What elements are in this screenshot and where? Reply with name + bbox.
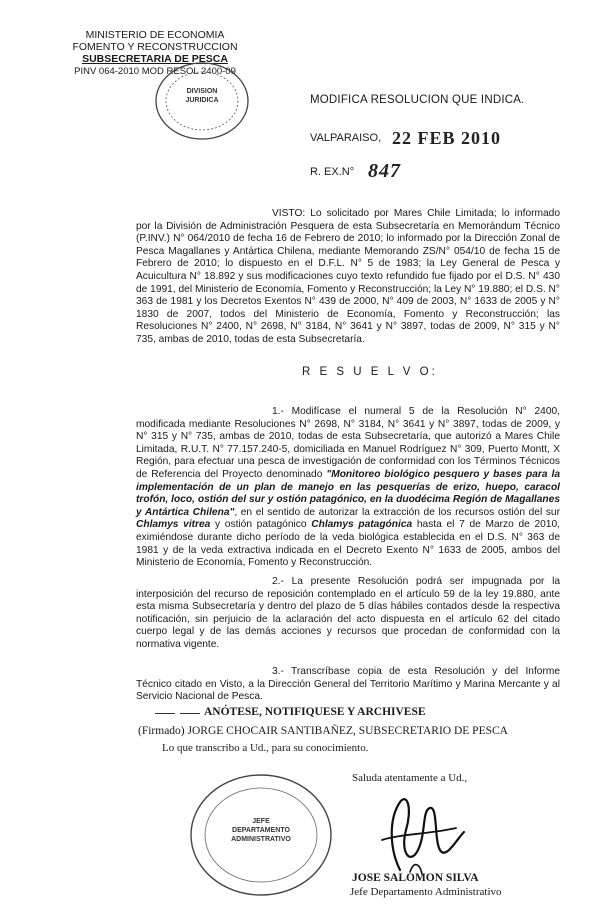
dash-1 <box>155 713 175 714</box>
reference-code: PINV 064-2010 MOD RESOL 2400-09 <box>74 66 236 77</box>
paragraph-2: 2.- La presente Resolución podrá ser impugnada por la interposición del recurso de reposición contemplado en el artículo 59 de la ley 19.880, ante esta misma Subsecretaría y dentro del plazo de 5 días hábiles contados desde la respectiva notificación, sin perjuicio de la aclaración del acto dispuesta en el artículo 62 del citado cuerpo legal y de las demás acciones y recursos que procedan de conformidad con la normativa vigente. <box>136 576 560 650</box>
p1-text-a: 1.- Modifícase el numeral 5 de la Resolución N° 2400, modificada mediante Resoluciones N° 2698, N° 3184, N° 3641 y N° 3897, todas de 2009, y N° 315 y N° 735, ambas de 2010, todas de esta Subsecretaría, que autorizó a Mares Chile Limitada, R.U.T. N° 77.157.240-5, domiciliada en Manuel Rodríguez N° 309, Puerto Montt, X Región, para efectuar una pesca de investigación de conformidad con los Términos Técnicos de Referencia del Proyecto denominado <box>136 406 560 480</box>
stamp-line-1: DIVISION <box>186 88 218 95</box>
greeting: Saluda atentamente a Ud., <box>352 772 468 784</box>
place-label: VALPARAISO, <box>310 132 382 144</box>
stamp-bottom-line-1: JEFE <box>252 818 270 825</box>
signer-title: Jefe Departamento Administrativo <box>350 886 502 898</box>
departamento-administrativo-stamp <box>186 770 336 900</box>
species-2: Chlamys patagónica <box>311 519 413 531</box>
signed-by-line: (Firmado) JORGE CHOCAIR SANTIBAÑEZ, SUBSECRETARIO DE PESCA <box>138 725 508 737</box>
p1-text-e: y ostión patagónico <box>215 519 307 531</box>
resuelvo-heading: R E S U E L V O: <box>302 366 438 378</box>
transcription-line: Lo que transcribo a Ud., para su conocimiento. <box>162 742 369 754</box>
species-1: Chlamys vitrea <box>136 519 211 531</box>
stamped-date: 22 FEB 2010 <box>392 128 502 148</box>
resolution-number: 847 <box>368 160 401 182</box>
project-name: "Monitoreo biológico pesquero y bases para la implementación de un plan de manejo en las pesquerías de erizo, huepo, caracol trofón, loco, ostión del sur y ostión patagónico, en la duodécima Región de Magallanes y Antártica Chilena" <box>136 468 560 518</box>
visto-paragraph: VISTO: Lo solicitado por Mares Chile Limitada; lo informado por la División de Administración Pesquera de esta Subsecretaría en Memorándum Técnico (P.INV.) N° 064/2010 de fecha 16 de Febrero de 2010; lo informado por la Dirección Zonal de Pesca Magallanes y Antártica Chilena, mediante Memorando ZS/N° 054/10 de fecha 15 de Febrero de 2010; lo dispuesto en el D.F.L. N° 5 de 1983; la Ley General de Pesca y Acuicultura N° 18.892 y sus modificaciones cuyo texto refundido fue fijado por el D.S. N° 430 de 1991, del Ministerio de Economía, Fomento y Reconstrucción; la Ley N° 19.880; el D.S. N° 363 de 1981 y los Decretos Exentos N° 439 de 2000, N° 409 de 2003, N° 1633 de 2005 y N° 1830 de 2007, todos del Ministerio de Economía, Fomento y Reconstrucción; las Resoluciones N° 2400, N° 2698, N° 3184, N° 3641 y N° 3897, todas de 2009, N° 315 y N° 735, ambas de 2010, todas de esta Subsecretaría. <box>136 208 560 345</box>
ministry-line-2: FOMENTO Y RECONSTRUCCION <box>72 41 238 53</box>
resolution-label: R. EX.N° <box>310 166 355 178</box>
p1-text-g: hasta el 7 de Marzo de 2010, eximiéndose durante dicho período de la veda biológica establecida en el D.S. N° 363 de 1981 y de la veda extractiva indicada en el Decreto Exento N° 1633 de 2005, ambos del Ministerio de Economía, Fomento y Reconstrucción. <box>136 519 560 569</box>
ministry-line-3: SUBSECRETARIA DE PESCA <box>82 53 228 65</box>
stamp-bottom-line-2: DEPARTAMENTO <box>232 827 290 834</box>
p1-text-c: , en el sentido de autorizar la extracción de los recursos ostión del sur <box>234 506 560 518</box>
stamp-bottom-line-3: ADMINISTRATIVO <box>231 836 291 843</box>
ministry-line-1: MINISTERIO DE ECONOMIA <box>85 29 225 41</box>
signer-name: JOSE SALOMON SILVA <box>352 872 479 884</box>
anotese-line: ANÓTESE, NOTIFIQUESE Y ARCHIVESE <box>204 706 426 718</box>
document-title: MODIFICA RESOLUCION QUE INDICA. <box>310 94 525 106</box>
dash-2 <box>180 713 200 714</box>
paragraph-3: 3.- Transcríbase copia de esta Resolución y del Informe Técnico citado en Visto, a la Dirección General del Territorio Marítimo y Marina Mercante y al Servicio Nacional de Pesca. <box>136 666 560 703</box>
stamp-line-2: JURIDICA <box>185 97 219 104</box>
paragraph-1 <box>136 406 560 570</box>
handwritten-signature <box>360 790 470 880</box>
